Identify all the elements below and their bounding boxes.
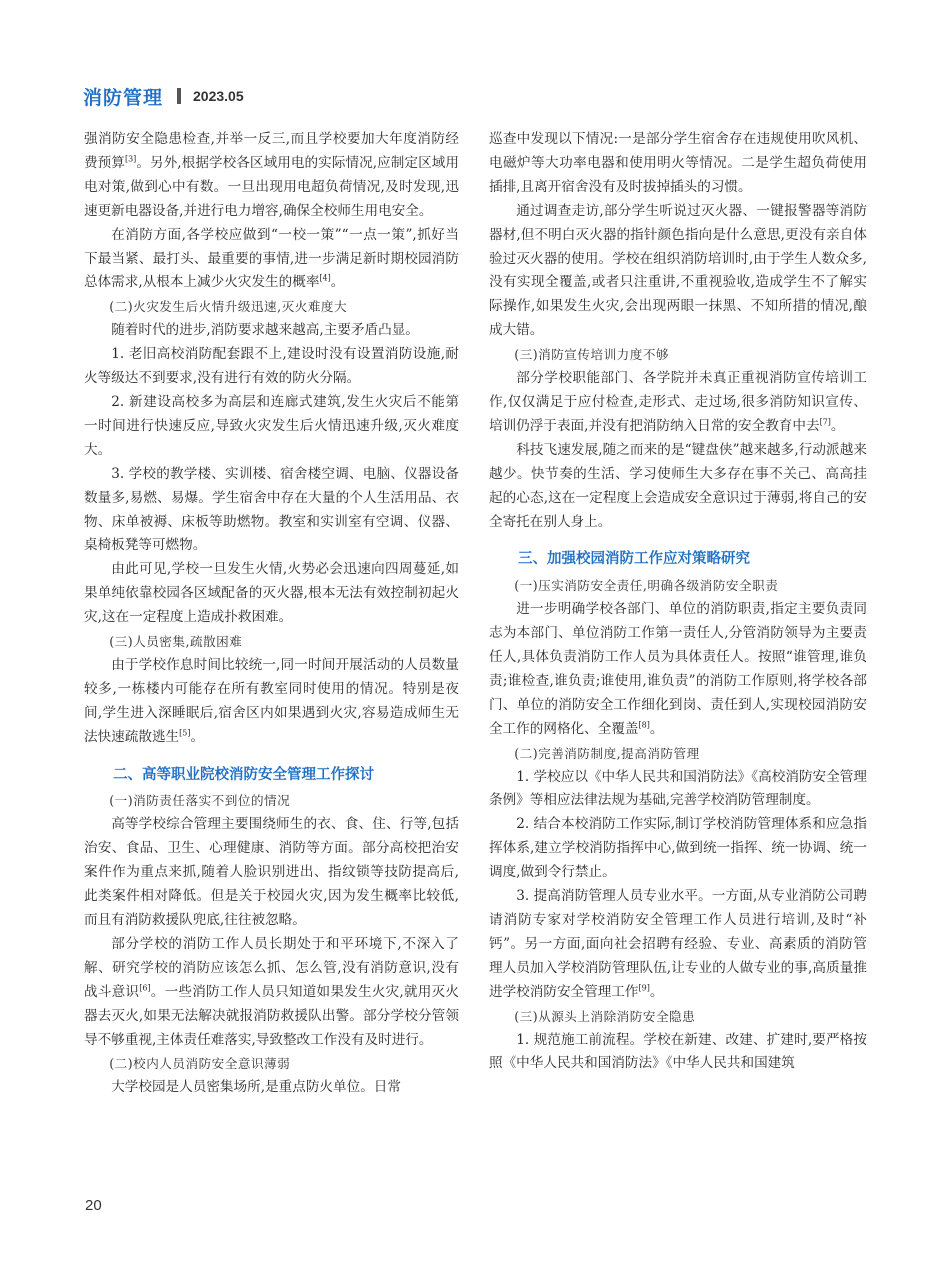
subsection-heading: [84, 1052, 459, 1076]
paragraph: [489, 598, 867, 741]
subsection-heading: [489, 574, 867, 598]
paragraph-text: 二、高等职业院校消防安全管理工作探讨: [113, 766, 374, 783]
paragraph-text: 1. 老旧高校消防配套跟不上,建设时没有设置消防设施,耐火等级达不到要求,没有进行有效的防火分隔。: [84, 346, 459, 387]
citation-ref: [3]: [124, 154, 137, 164]
paragraph-text: 大学校园是人员密集场所,是重点防火单位。日常: [111, 1079, 401, 1096]
paragraph: [84, 463, 459, 559]
paragraph-text: 部分学校的消防工作人员长期处于和平环境下,不深入了解、研究学校的消防应该怎么抓、怎么管,没有消防意识,没有战斗意识: [84, 935, 459, 1000]
paragraph-text: 1. 学校应以《中华人民共和国消防法》《高校消防安全管理条例》等相应法律法规为基础,完善学校消防管理制度。: [489, 768, 867, 809]
paragraph-text: 3. 提高消防管理人员专业水平。一方面,从专业消防公司聘请消防专家对学校消防安全管理工作人员进行培训,及时“补钙”。另一方面,面向社会招聘有经验、专业、高素质的消防管理人员加入学校消防管理队伍,让专业的人做专业的事,高质量推进学校消防安全管理工作: [489, 888, 867, 1000]
paragraph-text: (三)人员密集,疏散困难: [109, 634, 243, 650]
paragraph-text: (三)消防宣传培训力度不够: [514, 347, 670, 363]
paragraph: [84, 1076, 459, 1100]
journal-title: 消防管理: [83, 86, 164, 109]
paragraph: [84, 224, 459, 296]
paragraph-text-tail: 。: [649, 983, 664, 1000]
paragraph: [489, 367, 867, 439]
paragraph-text: 部分学校职能部门、各学院并未真正重视消防宣传培训工作,仅仅满足于应付检查,走形式、走过场,很多消防知识宣传、培训仍浮于表面,并没有把消防纳入日常的安全教育中去: [489, 370, 867, 434]
right-column: [489, 128, 867, 1076]
paragraph-text: (一)消防责任落实不到位的情况: [109, 793, 291, 809]
paragraph-text: 强消防安全隐患检查,并举一反三,而且学校要加大年度消防经费预算: [84, 131, 459, 171]
paragraph-text-tail: 。: [830, 417, 845, 434]
paragraph: [84, 319, 459, 343]
paragraph-text-tail: 。: [649, 720, 664, 737]
paragraph: [489, 200, 867, 343]
citation-ref: [4]: [319, 273, 331, 283]
paragraph-text: 由此可见,学校一旦发生火情,火势必会迅速向四周蔓延,如果单纯依靠校园各区域配备的灭火器,根本无法有效控制初起火灾,这在一定程度上造成扑救困难。: [84, 561, 459, 626]
paragraph-text: (三)从源头上消除消防安全隐患: [514, 1008, 696, 1024]
paragraph-continued: [489, 128, 867, 200]
paragraph: [84, 343, 459, 391]
paragraph: [84, 654, 459, 750]
subsection-heading: [489, 1005, 867, 1029]
citation-ref: [6]: [139, 983, 151, 993]
paragraph-text-tail: 。一些消防工作人员只知道如果发生火灾,就用灭火器去灭火,如果无法解决就报消防救援队出警。部分学校分管领导不够重视,主体责任难落实,导致整改工作没有及时进行。: [84, 983, 459, 1048]
left-column: [84, 128, 459, 1100]
paragraph: [489, 813, 867, 885]
paragraph: [489, 885, 867, 1005]
subsection-heading: [84, 789, 459, 813]
paragraph-text: 在消防方面,各学校应做到“一校一策”“一点一策”,抓好当下最当紧、最打头、最重要的事情,进一步满足新时期校园消防总体需求,从根本上减少火灾发生的概率: [84, 226, 459, 291]
paragraph: [84, 813, 459, 933]
paragraph-text: (一)压实消防安全责任,明确各级消防安全职责: [514, 578, 779, 594]
paragraph: [84, 933, 459, 1053]
header-divider: [177, 88, 181, 104]
paragraph-text: 随着时代的进步,消防要求越来越高,主要矛盾凸显。: [111, 322, 419, 339]
citation-ref: [5]: [179, 728, 191, 738]
paragraph: [84, 558, 459, 630]
subsection-heading: [489, 742, 867, 766]
paragraph-text-tail: 。另外,根据学校各区域用电的实际情况,应制定区域用电对策,做到心中有数。一旦出现用电超负荷情况,及时发现,迅速更新电器设备,并进行电力增容,确保全校师生用电安全。: [84, 154, 460, 219]
paragraph-text: 由于学校作息时间比较统一,同一时间开展活动的人员数量较多,一栋楼内可能存在所有教室同时使用的情况。特别是夜间,学生进入深睡眠后,宿舍区内如果遇到火灾,容易造成师生无法快速疏散逃生: [84, 656, 459, 745]
paragraph-text: 进一步明确学校各部门、单位的消防职责,指定主要负责同志为本部门、单位消防工作第一责任人,分管消防领导为主要责任人,具体负责消防工作人员为具体责任人。按照“谁管理,谁负责;谁检查,谁负责;谁使用,谁负责”的消防工作原则,将学校各部门、单位的消防安全工作细化到岗、责任到人,实现校园消防安全工作的网格化、全覆盖: [489, 601, 867, 737]
paragraph-text: 巡查中发现以下情况:一是部分学生宿舍存在违规使用吹风机、电磁炉等大功率电器和使用明火等情况。二是学生超负荷使用插排,且离开宿舍没有及时拔掉插头的习惯。: [489, 131, 867, 195]
paragraph-text: 高等学校综合管理主要围绕师生的衣、食、住、行等,包括治安、食品、卫生、心理健康、消防等方面。部分高校把治安案件作为重点来抓,随着人脸识别进出、指纹锁等技防提高后,此类案件相对降低。但是关于校园火灾,因为发生概率比较低,而且有消防救援队兜底,往往被忽略。: [84, 816, 459, 928]
subsection-heading: [84, 630, 459, 654]
paragraph-text: 2. 新建设高校多为高层和连廊式建筑,发生火灾后不能第一时间进行快速反应,导致火灾发生后火情迅速升级,灭火难度大。: [84, 393, 459, 458]
paragraph-text: 科技飞速发展,随之而来的是“键盘侠”越来越多,行动派越来越少。快节奏的生活、学习使师生大多存在事不关己、高高挂起的心态,这在一定程度上会造成安全意识过于薄弱,将自己的安全寄托在别人身上。: [489, 441, 867, 530]
paragraph: [489, 439, 867, 535]
paragraph: [84, 391, 459, 463]
citation-ref: [9]: [638, 983, 650, 993]
paragraph-text: 通过调查走访,部分学生听说过灭火器、一键报警器等消防器材,但不明白灭火器的指针颜色指向是什么意思,更没有亲自体验过灭火器的使用。学校在组织消防培训时,由于学生人数众多,没有实现全覆盖,或者只注重讲,不重视验收,造成学生不了解实际操作,如果发生火灾,会出现两眼一抹黑、不知所措的情况,酿成大错。: [489, 202, 867, 339]
page-number: 20: [85, 1197, 102, 1214]
paragraph-text: 三、加强校园消防工作应对策略研究: [518, 551, 750, 568]
section-heading: [84, 764, 459, 788]
paragraph-text-tail: 。: [190, 728, 205, 745]
paragraph-text: 1. 规范施工前流程。学校在新建、改建、扩建时,要严格按照《中华人民共和国消防法》《中华人民共和国建筑: [489, 1031, 867, 1072]
paragraph-text: (二)校内人员消防安全意识薄弱: [109, 1056, 291, 1072]
citation-ref: [7]: [819, 417, 831, 427]
paragraph: [489, 1029, 867, 1077]
subsection-heading: [489, 343, 867, 367]
paragraph-text-tail: 。: [330, 274, 345, 291]
subsection-heading: [84, 295, 459, 319]
paragraph-text: (二)火灾发生后火情升级迅速,灭火难度大: [109, 299, 348, 315]
citation-ref: [8]: [638, 720, 650, 730]
section-heading: [489, 548, 867, 572]
paragraph-text: 2. 结合本校消防工作实际,制订学校消防管理体系和应急指挥体系,建立学校消防指挥中心,做到统一指挥、统一协调、统一调度,做到令行禁止。: [489, 816, 867, 881]
paragraph-text: (二)完善消防制度,提高消防管理: [514, 745, 700, 761]
running-header: [83, 82, 244, 110]
paragraph-continued: [84, 128, 459, 224]
paragraph-text: 3. 学校的教学楼、实训楼、宿舍楼空调、电脑、仪器设备数量多,易燃、易爆。学生宿舍中存在大量的个人生活用品、衣物、床单被褥、床板等助燃物。教室和实训室有空调、仪器、桌椅板凳等可燃物。: [84, 465, 459, 554]
paragraph: [489, 766, 867, 814]
issue-number: 2023.05: [193, 88, 244, 104]
